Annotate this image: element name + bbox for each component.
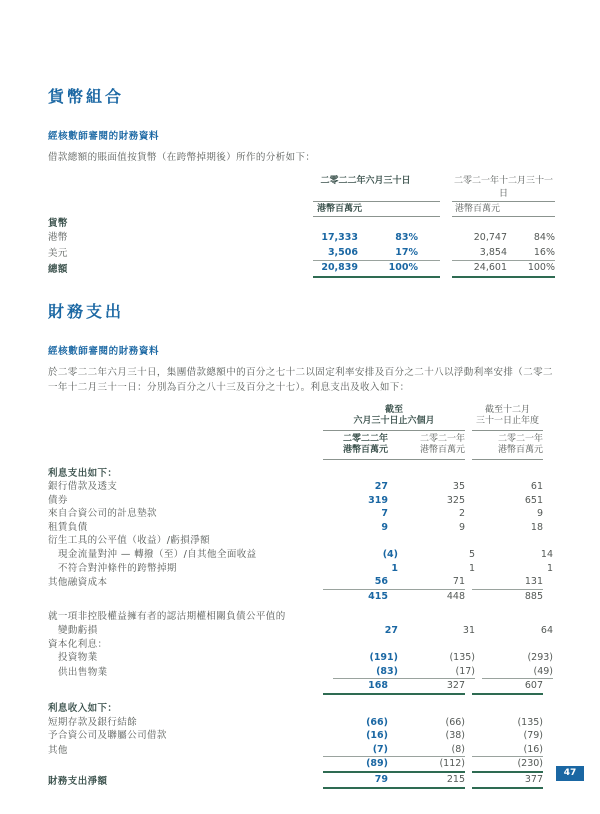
- value-2021-percent: 84%: [533, 232, 555, 243]
- row-label: 短期存款及銀行結餘: [48, 716, 138, 728]
- value-2021-fullyear: 61: [530, 481, 543, 493]
- value-2021-amount: 3,854: [479, 246, 507, 258]
- row-label: 變動虧損: [58, 625, 98, 637]
- finance-costs-subtitle: 經核數師審閱的財務資料: [48, 345, 160, 357]
- row-label: 銀行借款及透支: [48, 481, 118, 493]
- period-header-2021: 二零二一年十二月三十一日: [452, 175, 555, 202]
- finance-costs-table: [48, 405, 556, 789]
- value-2021-fullyear: (16): [523, 743, 543, 755]
- table-row: [48, 590, 556, 604]
- table-row: [48, 743, 556, 758]
- value-2021-halfyear: 325: [446, 494, 465, 506]
- value-2021-fullyear: 651: [524, 494, 543, 506]
- value-2022-percent: 100%: [388, 262, 418, 273]
- table-row: [48, 679, 556, 695]
- table-row: [48, 624, 556, 638]
- value-2021-fullyear: 377: [524, 773, 543, 785]
- value-2021-halfyear: 9: [458, 521, 465, 533]
- row-label: 港幣: [48, 232, 68, 243]
- row-label: 現金流量對沖 — 轉撥（至）/自其他全面收益: [58, 549, 257, 561]
- table-row: [48, 716, 556, 730]
- finance-costs-intro: 於二零二二年六月三十日，集團借款總額中的百分之七十二以固定利率安排及百分之二十八以浮動利率安排（二零二一年十二月三十一日：分別為百分之八十三及百分之十七）。利息支出及收入如下：: [48, 366, 553, 393]
- row-label: 利息收入如下：: [48, 703, 118, 714]
- finance-table-period-header: [48, 405, 556, 431]
- row-label: 不符合對沖條件的跨幣掉期: [58, 562, 177, 574]
- value-2021-halfyear: 5: [468, 549, 475, 561]
- value-2021-fullyear: 131: [524, 576, 543, 588]
- value-2022-amount: 20,839: [321, 262, 358, 273]
- value-2021-halfyear: (135): [449, 652, 475, 664]
- currency-table: [48, 175, 556, 278]
- value-2022-halfyear: (89): [366, 758, 388, 770]
- value-2021-percent: 100%: [527, 262, 555, 273]
- table-row: [48, 610, 556, 624]
- value-2022-halfyear: 319: [368, 494, 388, 506]
- value-2021-fullyear: 607: [524, 680, 543, 692]
- table-row: [48, 651, 556, 665]
- finance-table-body: [48, 467, 556, 789]
- row-label: 總額: [48, 264, 68, 275]
- page-number-badge: 47: [556, 766, 584, 781]
- row-label: 租賃負債: [48, 521, 88, 533]
- period-header-halfyear: 截至 六月三十日止六個月: [323, 405, 465, 431]
- table-row: [48, 534, 556, 548]
- table-row: [48, 521, 556, 535]
- table-row: [48, 494, 556, 508]
- value-2021-fullyear: (230): [517, 758, 543, 770]
- period-header-fullyear: 截至十二月 三十一日止年度: [472, 405, 543, 431]
- value-2022-amount: 3,506: [327, 246, 358, 258]
- table-row: [48, 773, 556, 789]
- table-row: [48, 261, 556, 278]
- currency-mix-subtitle: 經核數師審閱的財務資料: [48, 131, 160, 142]
- value-2022-halfyear: (83): [376, 665, 398, 677]
- value-2021-halfyear: (8): [451, 743, 465, 755]
- value-2021-halfyear: 448: [446, 590, 465, 602]
- value-2022-halfyear: 1: [391, 562, 398, 574]
- row-label: 其他融資成本: [48, 577, 108, 589]
- value-2021-fullyear: 64: [540, 625, 553, 637]
- table-row: [48, 575, 556, 590]
- row-label: 利息支出如下：: [48, 467, 118, 479]
- value-2021-halfyear: 71: [452, 576, 465, 588]
- value-2022-halfyear: 79: [374, 773, 388, 785]
- value-2021-halfyear: 215: [446, 773, 465, 785]
- table-row: [48, 217, 556, 232]
- row-label: 予合資公司及聯屬公司借款: [48, 730, 167, 742]
- value-2021-fullyear: (135): [517, 716, 543, 728]
- table-row: [48, 757, 556, 773]
- table-row: [48, 231, 556, 246]
- finance-table-year-unit-header: [48, 434, 556, 460]
- value-2021-fullyear: 885: [524, 590, 543, 602]
- value-2022-halfyear: (4): [382, 549, 398, 561]
- row-label: 資本化利息：: [48, 638, 108, 650]
- col-header-2021-fy: 二零二一年 港幣百萬元: [497, 433, 543, 455]
- value-2021-halfyear: (17): [455, 665, 475, 677]
- value-2022-halfyear: 27: [374, 481, 388, 493]
- value-2021-fullyear: (49): [533, 665, 553, 677]
- value-2021-fullyear: 9: [536, 508, 543, 520]
- row-label: 供出售物業: [58, 666, 108, 678]
- table-row: [48, 467, 556, 481]
- table-row: [48, 702, 556, 716]
- row-label: 投資物業: [58, 652, 98, 664]
- value-2021-amount: 20,747: [473, 232, 507, 243]
- unit-header-2022: 港幣百萬元: [313, 203, 440, 217]
- value-2022-halfyear: (7): [372, 743, 388, 755]
- page-content: [48, 88, 556, 789]
- value-2021-percent: 16%: [533, 246, 555, 258]
- row-label: 財務支出淨額: [48, 775, 108, 787]
- value-2022-halfyear: 168: [368, 680, 388, 692]
- unit-header-2021: 港幣百萬元: [452, 203, 555, 217]
- row-label: 貨幣: [48, 217, 68, 229]
- value-2022-amount: 17,333: [321, 232, 358, 243]
- value-2021-halfyear: 2: [458, 508, 465, 520]
- value-2022-halfyear: 9: [381, 521, 388, 533]
- currency-mix-intro: 借款總額的賬面值按貨幣（在跨幣掉期後）所作的分析如下：: [48, 152, 316, 163]
- currency-table-period-header: [48, 175, 556, 202]
- col-header-2021-hy: 二零二一年 港幣百萬元: [419, 433, 465, 455]
- table-row: [48, 480, 556, 494]
- value-2021-halfyear: 35: [452, 481, 465, 493]
- value-2021-halfyear: (66): [445, 716, 465, 728]
- finance-costs-title: 財務支出: [48, 301, 125, 321]
- table-row: [48, 562, 556, 576]
- value-2021-fullyear: 18: [530, 521, 543, 533]
- value-2022-halfyear: (66): [366, 716, 388, 728]
- table-row: [48, 665, 556, 680]
- row-label: 美元: [48, 247, 68, 259]
- table-row: [48, 246, 556, 262]
- value-2021-halfyear: 1: [468, 562, 475, 574]
- value-2022-percent: 17%: [395, 246, 418, 258]
- currency-table-unit-header: [48, 202, 556, 217]
- value-2021-halfyear: (112): [439, 758, 465, 770]
- value-2021-fullyear: 14: [540, 549, 553, 561]
- row-label: 就一項非控股權益擁有者的認沽期權相關負債公平值的: [48, 611, 286, 623]
- row-label: 來自合資公司的計息墊款: [48, 508, 157, 520]
- row-label: 其他: [48, 744, 68, 756]
- currency-mix-title: 貨幣組合: [48, 87, 125, 106]
- row-label: 衍生工具的公平值（收益）/虧損淨額: [48, 535, 211, 547]
- row-label: 債券: [48, 494, 68, 506]
- period-header-2022: 二零二二年六月三十日: [313, 175, 440, 202]
- value-2022-percent: 83%: [395, 232, 418, 243]
- value-2021-halfyear: 327: [446, 680, 465, 692]
- value-2021-halfyear: 31: [462, 625, 475, 637]
- table-row: [48, 507, 556, 521]
- value-2021-amount: 24,601: [473, 262, 507, 273]
- value-2022-halfyear: (191): [369, 652, 398, 664]
- table-row: [48, 548, 556, 562]
- table-row: [48, 729, 556, 743]
- value-2021-fullyear: (79): [523, 730, 543, 742]
- table-row: [48, 638, 556, 652]
- value-2022-halfyear: 415: [368, 590, 388, 602]
- value-2022-halfyear: 7: [381, 508, 388, 520]
- value-2021-fullyear: 1: [546, 562, 553, 574]
- value-2022-halfyear: 56: [374, 576, 388, 588]
- value-2022-halfyear: 27: [384, 625, 398, 637]
- value-2021-halfyear: (38): [445, 730, 465, 742]
- value-2021-fullyear: (293): [527, 652, 553, 664]
- currency-table-body: [48, 217, 556, 278]
- value-2022-halfyear: (16): [366, 730, 388, 742]
- col-header-2022-hy: 二零二二年 港幣百萬元: [342, 433, 388, 455]
